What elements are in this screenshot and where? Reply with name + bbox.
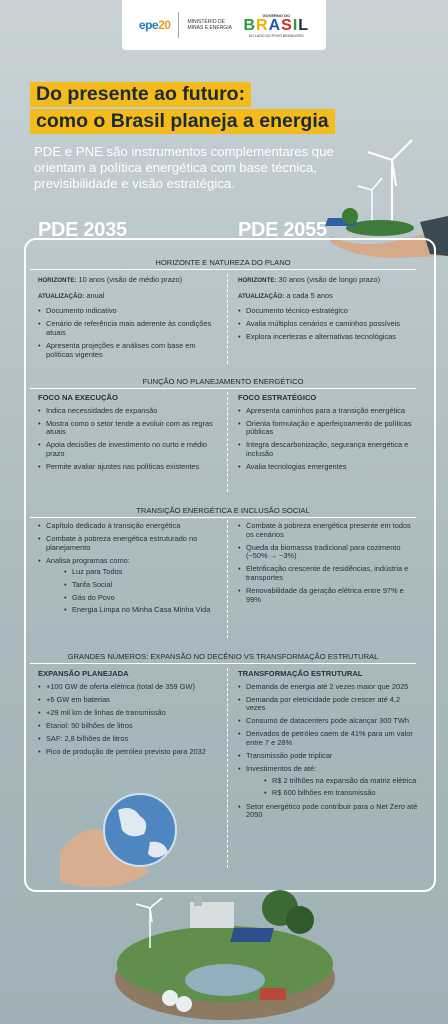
page-title: Do presente ao futuro: como o Brasil planeja a energia <box>30 82 335 136</box>
list-item: • Demanda por eletricidade pode crescer até 4,2 vezes <box>238 696 418 713</box>
logo-divider <box>178 12 179 38</box>
program-item: • Luz para Todos <box>64 568 218 577</box>
investment-item: • R$ 2 trilhões na expansão da matriz elétrica <box>264 777 418 786</box>
list-item: • Demanda de energia até 2 vezes maior que 2025 <box>238 683 418 692</box>
list-item: • Permite avaliar ajustes nas políticas existentes <box>38 463 218 472</box>
program-item: • Tarifa Social <box>64 581 218 590</box>
list-item: • Documento técnico-estratégico <box>238 307 418 316</box>
column-divider <box>227 274 228 364</box>
program-item: • Energia Limpa no Minha Casa Minha Vida <box>64 606 218 615</box>
list-item: • Etanol: 50 bilhões de litros <box>38 722 218 731</box>
header-logos <box>122 0 326 50</box>
s4-right-column: TRANSFORMAÇÃO ESTRUTURAL • Demanda de energia até 2 vezes maior que 2025 • Demanda por eletricidade pode crescer até 4,2 vezes • Consumo de datacenters pode alcançar 300 TWh • Derivados de petróleo caem de 41% para um valor entre 7 e 28% • Transmissão pode triplicar • Investimentos de até: • R$ 2 trilhões na expansão da matriz elétrica • R$ 600 bilhões em transmissão • Setor energético pode contribuir para o Net Zero até 2050 <box>238 670 418 824</box>
list-item: • Avalia múltiplos cenários e caminhos possíveis <box>238 320 418 329</box>
pde-2035-heading: PDE 2035 <box>38 219 127 241</box>
section-title-funcao: FUNÇÃO NO PLANEJAMENTO ENERGÉTICO <box>30 377 416 389</box>
list-item: • Avalia tecnologias emergentes <box>238 463 418 472</box>
ministry-label: MINISTÉRIO DE MINAS E ENERGIA <box>187 19 232 31</box>
list-item: • Consumo de datacenters pode alcançar 300 TWh <box>238 717 418 726</box>
program-item: • Gás do Povo <box>64 594 218 603</box>
list-item: • +6 GW em baterias <box>38 696 218 705</box>
list-item: • Explora incertezas e alternativas tecnológicas <box>238 333 418 342</box>
list-item: • Analisa programas como: • Luz para Todos • Tarifa Social • Gás do Povo • Energia Limpa no Minha Casa Minha Vida <box>38 557 218 615</box>
s2-right-column: FOCO ESTRATÉGICO • Apresenta caminhos para a transição energética • Orienta formulação e aperfeiçoamento de políticas públicas • Integra descarbonização, segurança energética e inclusão • Avalia tecnologias emergentes <box>238 394 418 476</box>
list-item: • Indica necessidades de expansão <box>38 407 218 416</box>
list-item: • +100 GW de oferta elétrica (total de 359 GW) <box>38 683 218 692</box>
pde-2055-heading: PDE 2055 <box>238 219 327 241</box>
section-title-horizonte: HORIZONTE E NATUREZA DO PLANO <box>30 258 416 270</box>
list-item: • Setor energético pode contribuir para o Net Zero até 2050 <box>238 803 418 820</box>
column-divider <box>227 520 228 638</box>
subtitle: PDE e PNE são instrumentos complementares que orientam a política energética com base técnica, previsibilidade e visão estratégica. <box>34 144 334 191</box>
list-item: • Queda da biomassa tradicional para cozimento (~50% → ~3%) <box>238 544 418 561</box>
list-item: • Orienta formulação e aperfeiçoamento de políticas públicas <box>238 420 418 437</box>
list-item: • Capítulo dedicado à transição energética <box>38 522 218 531</box>
list-item: • Investimentos de até: • R$ 2 trilhões na expansão da matriz elétrica • R$ 600 bilhões em transmissão <box>238 765 418 798</box>
list-item: • Mostra como o setor tende a evoluir com as regras atuais <box>38 420 218 437</box>
list-item: • Combate à pobreza energética presente em todos os cenários <box>238 522 418 539</box>
s3-left-column <box>38 522 218 619</box>
list-item: • Cenário de referência mais aderente às condições atuais <box>38 320 218 337</box>
list-item: • Apoia decisões de investimento no curto e médio prazo <box>38 441 218 458</box>
list-item: • Combate à pobreza energética estruturado no planejamento <box>38 535 218 552</box>
list-item: • Renovabilidade da geração elétrica entre 97% e 99% <box>238 587 418 604</box>
list-item: • +29 mil km de linhas de transmissão <box>38 709 218 718</box>
s2-left-column: FOCO NA EXECUÇÃO • Indica necessidades de expansão • Mostra como o setor tende a evoluir com as regras atuais • Apoia decisões de investimento no curto e médio prazo • Permite avaliar ajustes nas políticas existentes <box>38 394 218 476</box>
investment-item: • R$ 600 bilhões em transmissão <box>264 789 418 798</box>
list-item: • Apresenta caminhos para a transição energética <box>238 407 418 416</box>
list-item: • Transmissão pode triplicar <box>238 752 418 761</box>
epe-logo: epe20 <box>138 18 171 32</box>
energy-island-illustration <box>110 868 340 1024</box>
list-item: • Eletrificação crescente de residências, indústria e transportes <box>238 565 418 582</box>
government-logo: GOVERNO DO BRASIL DO LADO DO POVO BRASILEIRO <box>243 12 310 38</box>
s1-right-column: HORIZONTE: 30 anos (visão de longo prazo) ATUALIZAÇÃO: a cada 5 anos • Documento técnico-estratégico • Avalia múltiplos cenários e caminhos possíveis • Explora incertezas e alternativas tecnológicas <box>238 276 418 346</box>
s1-left-column: HORIZONTE: 10 anos (visão de médio prazo) ATUALIZAÇÃO: anual • Documento indicativo • Cenário de referência mais aderente às condições atuais • Apresenta projeções e análises com base em políticas vigentes <box>38 276 218 364</box>
list-item: • Pico de produção de petróleo previsto para 2032 <box>38 748 218 757</box>
s3-right-column <box>238 522 418 609</box>
column-divider <box>227 668 228 868</box>
list-item: • Documento indicativo <box>38 307 218 316</box>
s4-left-column: EXPANSÃO PLANEJADA • +100 GW de oferta elétrica (total de 359 GW) • +6 GW em baterias • +29 mil km de linhas de transmissão • Etanol: 50 bilhões de litros • SAF: 2,8 bilhões de litros • Pico de produção de petróleo previsto para 2032 <box>38 670 218 761</box>
list-item: • SAF: 2,8 bilhões de litros <box>38 735 218 744</box>
section-title-grandes-numeros: GRANDES NÚMEROS: EXPANSÃO NO DECÊNIO VS TRANSFORMAÇÃO ESTRUTURAL <box>30 652 416 664</box>
section-title-transicao: TRANSIÇÃO ENERGÉTICA E INCLUSÃO SOCIAL <box>30 506 416 518</box>
column-divider <box>227 392 228 492</box>
list-item: • Integra descarbonização, segurança energética e inclusão <box>238 441 418 458</box>
list-item: • Derivados de petróleo caem de 41% para um valor entre 7 e 28% <box>238 730 418 747</box>
list-item: • Apresenta projeções e análises com base em políticas vigentes <box>38 342 218 359</box>
